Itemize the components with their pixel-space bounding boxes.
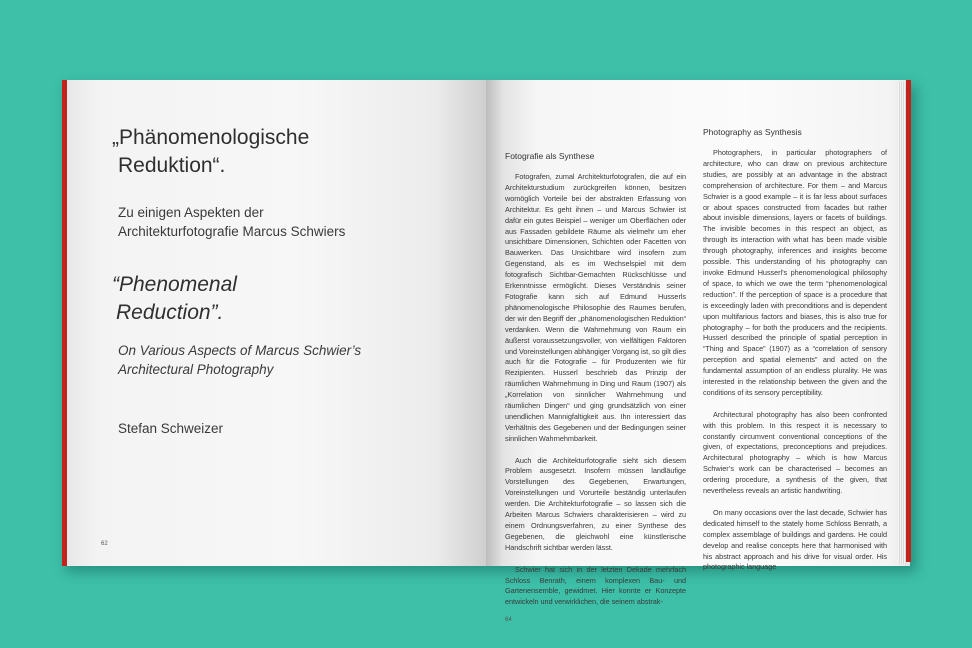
column-german-wrapper bbox=[505, 172, 686, 624]
author: Stefan Schweizer bbox=[118, 421, 224, 436]
column-english-wrapper bbox=[703, 148, 887, 573]
title-line: „Phänomenologische bbox=[112, 126, 310, 149]
title-line: Reduction”. bbox=[116, 301, 224, 324]
paragraph: Photographers, in particular photographers of architecture, who can draw on previous architecture studies, are possibly at an advantage in the abstract comprehension of architecture. For them – and Marcus Schwier is a good example – it is far less about surfaces or about spaces constructed from facades but rather about invisible dimensions, layers or facets of buildings. The invisible becomes in this respect an object, as through its interaction with what has been made visible through photography, inferences and insights become possible. This understanding of his photography can invoke Edmund Husserl’s phenomenological philosophy of space, to which we owe the term “phenomenological reduction”. If the perception of space is a procedure that is exceedingly laden with preconditions and is dependent upon multifarious factors and biases, this is also true for photography – for both the producers and the recipients. Husserl described the principle of spatial perception in “Thing and Space” (1907) as a “correlation of sensory perception and spatial elements” and acted on the fundamental assumption of an endless plurality. He was interested in the relationship between the given and the conditions of its sensory perceptibility. bbox=[703, 148, 887, 397]
page-number-right: 64 bbox=[505, 617, 512, 624]
book-cover-edge-right bbox=[906, 80, 911, 562]
subtitle-english bbox=[118, 341, 361, 379]
book-cover-edge-left bbox=[62, 80, 67, 566]
column-german bbox=[505, 172, 686, 608]
subtitle-line: On Various Aspects of Marcus Schwier’s bbox=[118, 343, 362, 358]
page-block-edge bbox=[898, 82, 906, 564]
subtitle-line: Zu einigen Aspekten der bbox=[118, 205, 264, 220]
heading-english: Photography as Synthesis bbox=[703, 127, 802, 137]
subtitle-german bbox=[118, 203, 345, 241]
paragraph: Schwier hat sich in der letzten Dekade mehrfach Schloss Benrath, einem komplexen Bau- und Gartenensemble, gewidmet. Hier konnte er Konzepte entwickeln und verwirklichen, die seinem abstrak- bbox=[505, 564, 686, 607]
column-english bbox=[703, 148, 887, 573]
title-german bbox=[112, 124, 309, 180]
title-line: “Phenomenal bbox=[112, 273, 237, 296]
title-line: Reduktion“. bbox=[118, 154, 226, 177]
paragraph: Fotografen, zumal Architekturfotografen, die auf ein Architekturstudium zurückgreifen können, besitzen womöglich Vorteile bei der abstrakten Erfassung von Architektur. Es geht ihnen – und Marcus Schwier ist dafür ein gutes Beispiel – weniger um Oberflächen oder aus Fassaden gebildete Räume als vielmehr um eher unsichtbare Dimensionen, Schichten oder Facetten von Bauwerken. Das Unsichtbare wird insofern zum Gegenstand, als es im Wechselspiel mit dem fotografisch Sichtbar-Gemachten Rückschlüsse und Erkenntnisse ermöglicht. Dieses Verständnis seiner Fotografie kann sich auf Edmund Husserls phänomenologische Philosophie des Raumes berufen, der wir den Begriff der „phänomenologischen Reduktion“ verdanken. Wenn die Wahrnehmung von Raum ein äußerst voraussetzungsvoller, von vielfältigen Faktoren und Voreinstellungen abhängiger Vorgang ist, so gilt dies auch für die Fotografie – für Produzenten wie für Rezipienten. Husserl beschrieb das Prinzip der räumlichen Wahrnehmung in Ding und Raum (1907) als „Korrelation von sinnlicher Wahrnehmung und räumlichen Dingen“ und ging grundsätzlich von einer unendlichen Mannigfaltigkeit aus. Ihn interessiert das Verhältnis des Gegebenen und der Bedingungen seiner sinnlichen Wahrnehmbarkeit. bbox=[505, 172, 686, 443]
subtitle-line: Architectural Photography bbox=[118, 362, 274, 377]
title-english bbox=[112, 271, 237, 327]
paragraph: Architectural photography has also been confronted with this problem. In this respect it is necessary to constantly circumvent conventional conceptions of the given, of expectations, preconceptions and prejudices. Architectural photography – which is how Marcus Schwier’s work can be characterised – becomes an ordering procedure, a synthesis of the given, that nevertheless reveals an artistic handwriting. bbox=[703, 409, 887, 496]
heading-german: Fotografie als Synthese bbox=[505, 151, 595, 161]
paragraph: Auch die Architekturfotografie sieht sich diesem Problem ausgesetzt. Insofern müssen landläufige Vorstellungen des Gegebenen, Erwartungen, Voreinstellungen und Vorurteile beständig unterlaufen werden. Die Architekturfotografie – so lassen sich die Arbeiten Marcus Schwiers charakterisieren – wird zu einem Ordnungsverfahren, zu einer Synthese des Gegebenen, die gleichwohl eine künstlerische Handschrift sichtbar werden lässt. bbox=[505, 455, 686, 552]
subtitle-line: Architekturfotografie Marcus Schwiers bbox=[118, 224, 346, 239]
paragraph: On many occasions over the last decade, Schwier has dedicated himself to the stately home Schloss Benrath, a complex assemblage of buildings and gardens. He could develop and realise concepts here that harmonised with his abstract approach and his drive for visual order. His photographic language bbox=[703, 507, 887, 572]
page-number-left: 62 bbox=[101, 541, 108, 547]
